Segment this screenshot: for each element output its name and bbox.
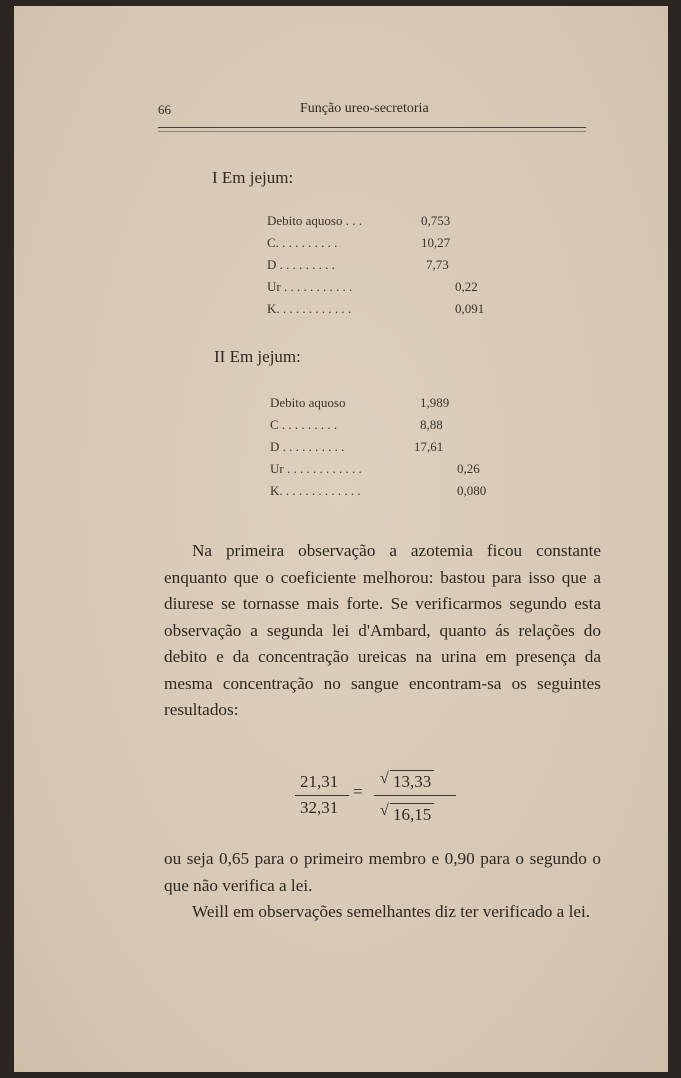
root-sign: √: [380, 770, 389, 787]
row-value: 1,989: [420, 395, 450, 410]
row-label: D . . . . . . . . .: [267, 257, 335, 272]
row-label: Debito aquoso: [270, 395, 346, 410]
row-label: D . . . . . . . . . .: [270, 439, 345, 454]
row-label: C . . . . . . . . .: [270, 417, 338, 432]
row-value: 17,61: [414, 439, 444, 454]
root-sign: √: [380, 802, 389, 819]
row-label: C. . . . . . . . . .: [267, 235, 338, 250]
equation-right-denominator: 16,15: [393, 805, 432, 824]
row-value: 0,753: [421, 213, 451, 228]
row-value: 7,73: [426, 257, 449, 272]
row-value: 8,88: [420, 417, 443, 432]
root-overline: [390, 770, 434, 771]
row-label: Ur . . . . . . . . . . . .: [270, 461, 362, 476]
row-value: 0,22: [455, 279, 478, 294]
section-title-1: I Em jejum:: [212, 168, 294, 187]
root-overline: [390, 803, 434, 804]
equation-left-denominator: 32,31: [300, 798, 339, 817]
book-page: [14, 6, 668, 1072]
row-value: 10,27: [421, 235, 451, 250]
paragraph-3: Weill em observações semelhantes diz ter verificado a lei.: [192, 902, 591, 921]
page-number: 66: [158, 102, 171, 117]
row-label: Ur . . . . . . . . . . .: [267, 279, 353, 294]
equation-left-bar: [295, 795, 349, 796]
row-value: 0,080: [457, 483, 487, 498]
running-title: Função ureo-secretoria: [300, 101, 429, 116]
row-label: K. . . . . . . . . . . .: [267, 301, 352, 316]
row-label: K. . . . . . . . . . . . .: [270, 483, 361, 498]
row-label: Debito aquoso . . .: [267, 213, 362, 228]
equals-sign: =: [353, 782, 363, 801]
header-rule: [158, 127, 586, 128]
row-value: 0,26: [457, 461, 480, 476]
paragraph-1: Na primeira observação a azotemia ficou constante enquanto que o coeficiente melhorou: bastou para isso que a diurese se tornasse mais forte. Se verificarmos segundo esta observação a segunda lei d'Ambard, quanto ás relações do debito e da concentração ureicas na urina em presença da mesma concentração no sangue encontram-sa os seguintes resultados:: [164, 541, 601, 719]
section-title-2: II Em jejum:: [214, 347, 301, 366]
header-rule-thin: [158, 131, 586, 132]
equation-right-bar: [374, 795, 456, 796]
equation-left-numerator: 21,31: [300, 772, 339, 791]
paragraph-2: ou seja 0,65 para o primeiro membro e 0,90 para o segundo o que não verifica a lei.: [164, 849, 601, 895]
equation-right-numerator: 13,33: [393, 772, 432, 791]
row-value: 0,091: [455, 301, 485, 316]
